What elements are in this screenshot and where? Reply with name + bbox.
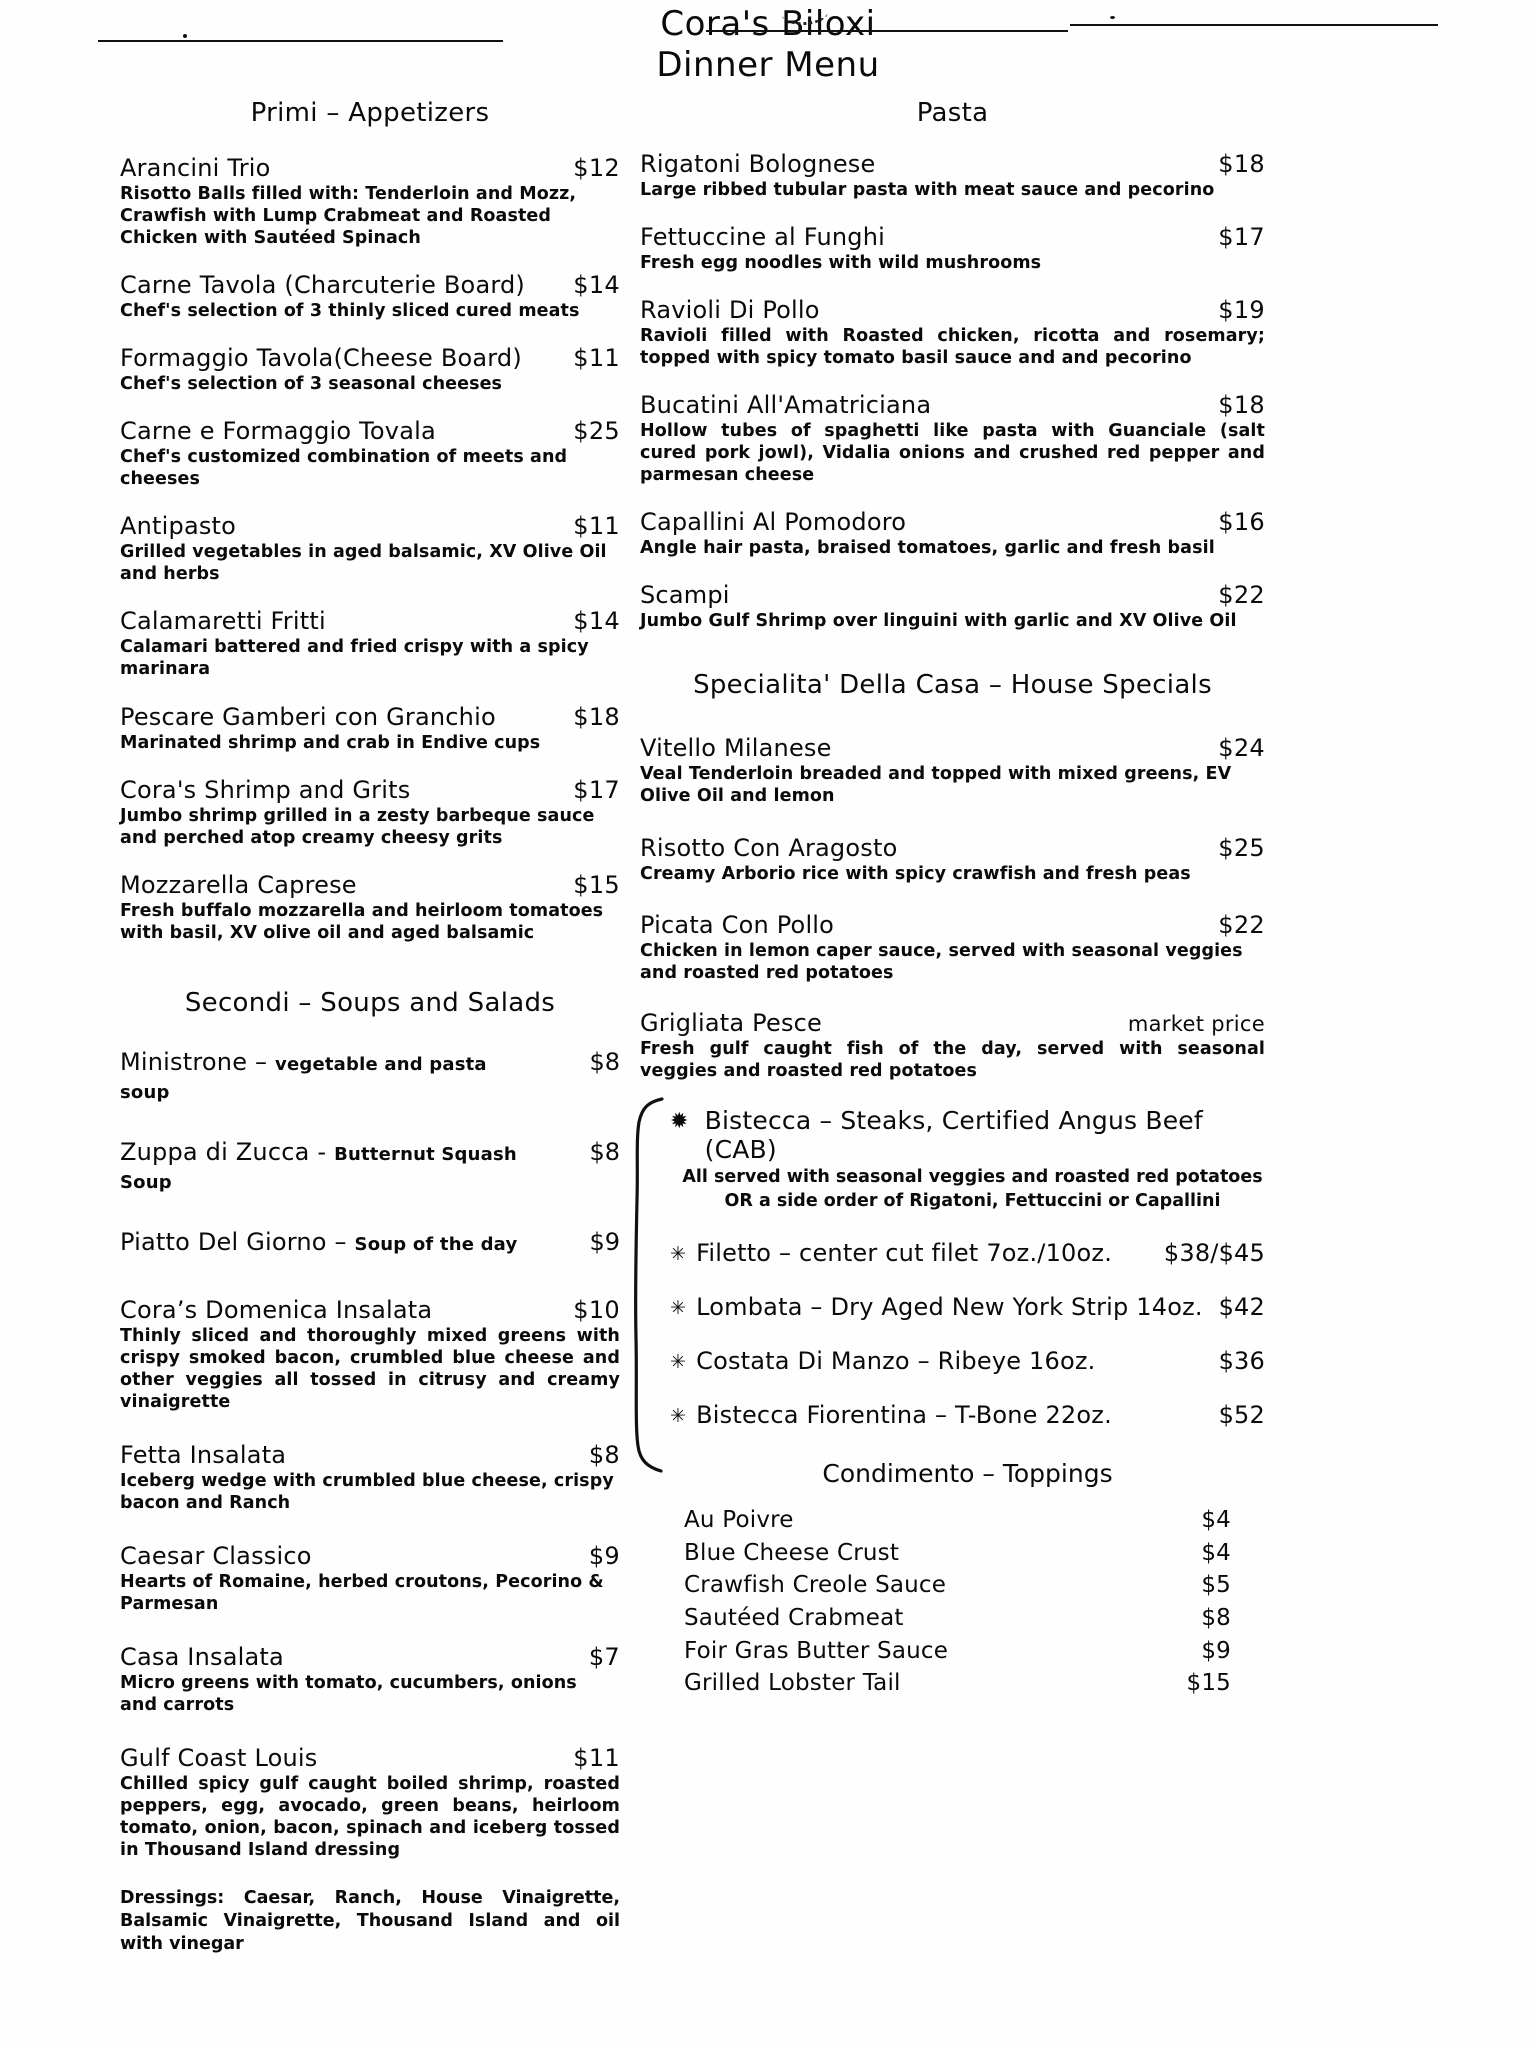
item-price: $8 [589,1047,620,1076]
item-price: $7 [588,1643,620,1672]
item-description: Hollow tubes of spaghetti like pasta with Guanciale (salt cured pork jowl), Vidalia onions and crushed red pepper and parmesan cheese [640,421,1265,486]
item-description: Risotto Balls filled with: Tenderloin and Mozz, Crawfish with Lump Crabmeat and Roasted Chicken with Sautéed Spinach [120,184,577,249]
item-price: $8 [1201,1605,1231,1632]
item-name: Fettuccine al Funghi [640,223,885,252]
item-price: $16 [1218,508,1265,537]
item-name: Antipasto [120,512,237,541]
item-description: Large ribbed tubular pasta with meat sauce and pecorino [640,180,1215,200]
item-price: $11 [573,344,620,373]
menu-item [670,1347,1265,1375]
menu-item [640,508,1265,559]
menu-item [670,1401,1265,1429]
item-description: Fresh egg noodles with wild mushrooms [640,253,1042,274]
item-price: $42 [1218,1293,1265,1322]
item-name: Scampi [640,581,730,610]
item-name: Carne e Formaggio Tovala [120,417,436,446]
item-name: Grilled Lobster Tail [684,1670,901,1697]
item-price: $9 [1201,1637,1231,1664]
list-item [640,1667,1265,1700]
item-price: $18 [1218,150,1265,178]
section-heading-house-specials: Specialita' Della Casa – House Specials [693,670,1212,701]
item-name: Au Poivre [684,1507,794,1534]
section-heading-soups-salads: Secondi – Soups and Salads [184,987,556,1018]
item-price: $17 [573,775,620,804]
item-name: Ministrone – vegetable and pasta soup [120,1047,487,1103]
item-name: Costata Di Manzo – Ribeye 16oz. [696,1347,1096,1376]
item-price: $52 [1218,1401,1265,1430]
item-description: Chef's selection of 3 thinly sliced cured meats [120,301,580,322]
item-name: Blue Cheese Crust [684,1539,900,1566]
item-price: $14 [573,607,620,636]
item-name: Gulf Coast Louis [120,1744,318,1773]
item-price: $4 [1201,1539,1231,1566]
item-description: Fresh gulf caught fish of the day, served with seasonal veggies and roasted red potatoes [640,1038,1265,1081]
item-price: $19 [1218,296,1265,325]
item-price: $24 [1218,734,1265,763]
scan-rule-right [706,30,1068,32]
restaurant-title: Cora's Biloxi [660,4,876,44]
scan-speck [183,34,187,38]
item-name: Filetto – center cut filet 7oz./10oz. [696,1239,1113,1268]
menu-item [120,703,620,754]
menu-item [120,271,620,322]
item-description: Hearts of Romaine, herbed croutons, Pecorino & Parmesan [120,1572,604,1615]
menu-item [640,1010,1265,1082]
item-description: Iceberg wedge with crumbled blue cheese, crispy bacon and Ranch [120,1470,614,1513]
menu-item [640,734,1265,807]
menu-item [640,223,1265,274]
menu-item [120,344,620,395]
item-description: Soup of the day [354,1233,518,1255]
steaks-subnote-2: OR a side order of Rigatoni, Fettuccini or Capallini [724,1191,1221,1212]
item-name: Grigliata Pesce [640,1008,823,1037]
item-description: Jumbo shrimp grilled in a zesty barbeque sauce and perched atop creamy cheesy grits [120,805,595,848]
menu-item [120,1048,620,1104]
menu-item [640,911,1265,984]
star-icon: ✳ [670,1243,687,1266]
item-price: $15 [573,870,620,899]
item-price: $12 [573,154,620,182]
item-description: Micro greens with tomato, cucumbers, onions and carrots [120,1673,577,1716]
menu-item [640,581,1265,632]
item-name: Lombata – Dry Aged New York Strip 14oz. [696,1293,1203,1322]
item-name: Formaggio Tavola(Cheese Board) [120,344,522,373]
list-item [640,1537,1265,1570]
item-description: Ravioli filled with Roasted chicken, ricotta and rosemary; topped with spicy tomato basil sauce and and pecorino [640,326,1265,369]
item-price: $38/$45 [1163,1239,1265,1268]
scan-rule-left [98,40,503,42]
item-description: Chilled spicy gulf caught boiled shrimp, roasted peppers, egg, avocado, green beans, heirloom tomato, onion, bacon, spinach and iceberg tossed in Thousand Island dressing [120,1774,620,1861]
item-price: $11 [573,1744,620,1773]
menu-item [670,1293,1265,1321]
menu-item [120,417,620,490]
item-price: $4 [1201,1507,1231,1534]
item-description: Marinated shrimp and crab in Endive cups [120,732,541,753]
item-price: $11 [573,512,620,541]
steaks-section [640,1106,1265,1489]
item-name: Pescare Gamberi con Granchio [120,702,496,731]
item-name: Zuppa di Zucca - Butternut Squash Soup [120,1137,517,1193]
item-name: Mozzarella Caprese [120,870,357,899]
item-name: Sautéed Crabmeat [684,1605,904,1632]
item-description: Jumbo Gulf Shrimp over linguini with garlic and XV Olive Oil [640,611,1237,632]
star-icon: ✹ [670,1108,689,1134]
item-name: Capallini Al Pomodoro [640,508,907,537]
item-description: Creamy Arborio rice with spicy crawfish and fresh peas [640,863,1191,884]
star-icon: ✳ [670,1351,687,1374]
section-heading-toppings: Condimento – Toppings [822,1459,1113,1489]
item-description: Chef's customized combination of meets and cheeses [120,447,568,490]
item-name: Carne Tavola (Charcuterie Board) [120,271,525,300]
steaks-heading: Bistecca – Steaks, Certified Angus Beef (CAB) [704,1105,1203,1164]
hand-drawn-bracket-icon [628,1096,668,1474]
item-price: $36 [1218,1347,1265,1376]
item-name: Cora’s Domenica Insalata [120,1295,433,1324]
menu-item [120,1643,620,1716]
menu-subtitle: Dinner Menu [656,45,880,86]
item-description: Fresh buffalo mozzarella and heirloom tomatoes with basil, XV olive oil and aged balsamic [120,900,604,943]
item-name: Risotto Con Aragosto [640,833,898,862]
item-name: Piatto Del Giorno – Soup of the day [120,1227,518,1256]
item-name: Rigatoni Bolognese [640,150,876,178]
item-price: $9 [588,1542,620,1571]
item-name: Ravioli Di Pollo [640,296,820,325]
item-description: Grilled vegetables in aged balsamic, XV Olive Oil and herbs [120,542,607,585]
item-description: Thinly sliced and thoroughly mixed greens with crispy smoked bacon, crumbled blue cheese and other veggies all tossed in citrusy and creamy vinaigrette [120,1325,620,1412]
menu-item [640,296,1265,369]
menu-item [120,1296,620,1413]
scan-speck [1110,16,1115,19]
item-price: $8 [588,1440,620,1469]
menu-item [120,1228,620,1256]
item-price: $22 [1218,910,1265,939]
menu-item [120,607,620,680]
star-icon: ✳ [670,1405,687,1428]
item-name: Casa Insalata [120,1643,284,1672]
menu-item [120,871,620,944]
item-price: $25 [573,417,620,446]
dressings-note: Dressings: Caesar, Ranch, House Vinaigrette, Balsamic Vinaigrette, Thousand Island and oil with vinegar [120,1888,620,1954]
menu-item [120,512,620,585]
item-price: $14 [573,271,620,300]
item-price: $17 [1218,223,1265,252]
item-description: vegetable and pasta soup [120,1053,487,1103]
list-item [640,1504,1265,1537]
item-description: Angle hair pasta, braised tomatoes, garlic and fresh basil [640,538,1215,559]
item-description: Veal Tenderloin breaded and topped with mixed greens, EV Olive Oil and lemon [640,764,1232,807]
item-name: Foir Gras Butter Sauce [684,1637,949,1664]
item-price: $10 [573,1295,620,1324]
item-price: $15 [1186,1670,1231,1697]
menu-item [120,1441,620,1514]
item-description: Chicken in lemon caper sauce, served with seasonal veggies and roasted red potatoes [640,940,1243,983]
menu-item [640,150,1265,201]
menu-item [120,1138,620,1194]
item-price: $5 [1201,1572,1231,1599]
item-price: $25 [1218,833,1265,862]
item-description: Chef's selection of 3 seasonal cheeses [120,374,503,395]
section-heading-appetizers: Primi – Appetizers [250,98,490,128]
item-name: Bistecca Fiorentina – T-Bone 22oz. [696,1401,1112,1430]
item-name: Calamaretti Fritti [120,607,326,636]
star-icon: ✳ [670,1297,687,1320]
menu-item [120,776,620,849]
list-item [640,1635,1265,1668]
item-description: Butternut Squash Soup [120,1143,517,1193]
item-name: Picata Con Pollo [640,910,835,939]
list-item [640,1602,1265,1635]
menu-item [120,1744,620,1861]
item-price: $8 [589,1137,620,1166]
scan-rule-right-2 [1070,24,1438,26]
item-name: Bucatini All'Amatriciana [640,391,932,420]
item-name: Crawfish Creole Sauce [684,1572,947,1599]
item-name: Arancini Trio [120,154,271,182]
toppings-list [640,1504,1265,1700]
item-name: Fetta Insalata [120,1440,287,1469]
menu-header [0,0,1536,88]
item-name: Cora's Shrimp and Grits [120,775,411,804]
steaks-subnote-1: All served with seasonal veggies and roasted red potatoes [682,1166,1263,1187]
menu-item [640,391,1265,486]
menu-item [120,1542,620,1615]
item-name: Caesar Classico [120,1542,312,1571]
right-column [640,88,1265,1700]
steaks-heading-row [670,1106,1265,1164]
item-price: $22 [1218,581,1265,610]
item-price: $18 [1218,391,1265,420]
item-name: Vitello Milanese [640,734,832,763]
menu-item [670,1239,1265,1267]
list-item [640,1569,1265,1602]
section-heading-pasta: Pasta [916,98,989,128]
item-price: $18 [573,702,620,731]
menu-item [120,154,620,249]
item-price: market price [1127,1011,1265,1036]
menu-item [640,834,1265,885]
left-column [120,88,620,1956]
item-description: Calamari battered and fried crispy with a spicy marinara [120,637,589,680]
item-price: $9 [589,1227,620,1256]
